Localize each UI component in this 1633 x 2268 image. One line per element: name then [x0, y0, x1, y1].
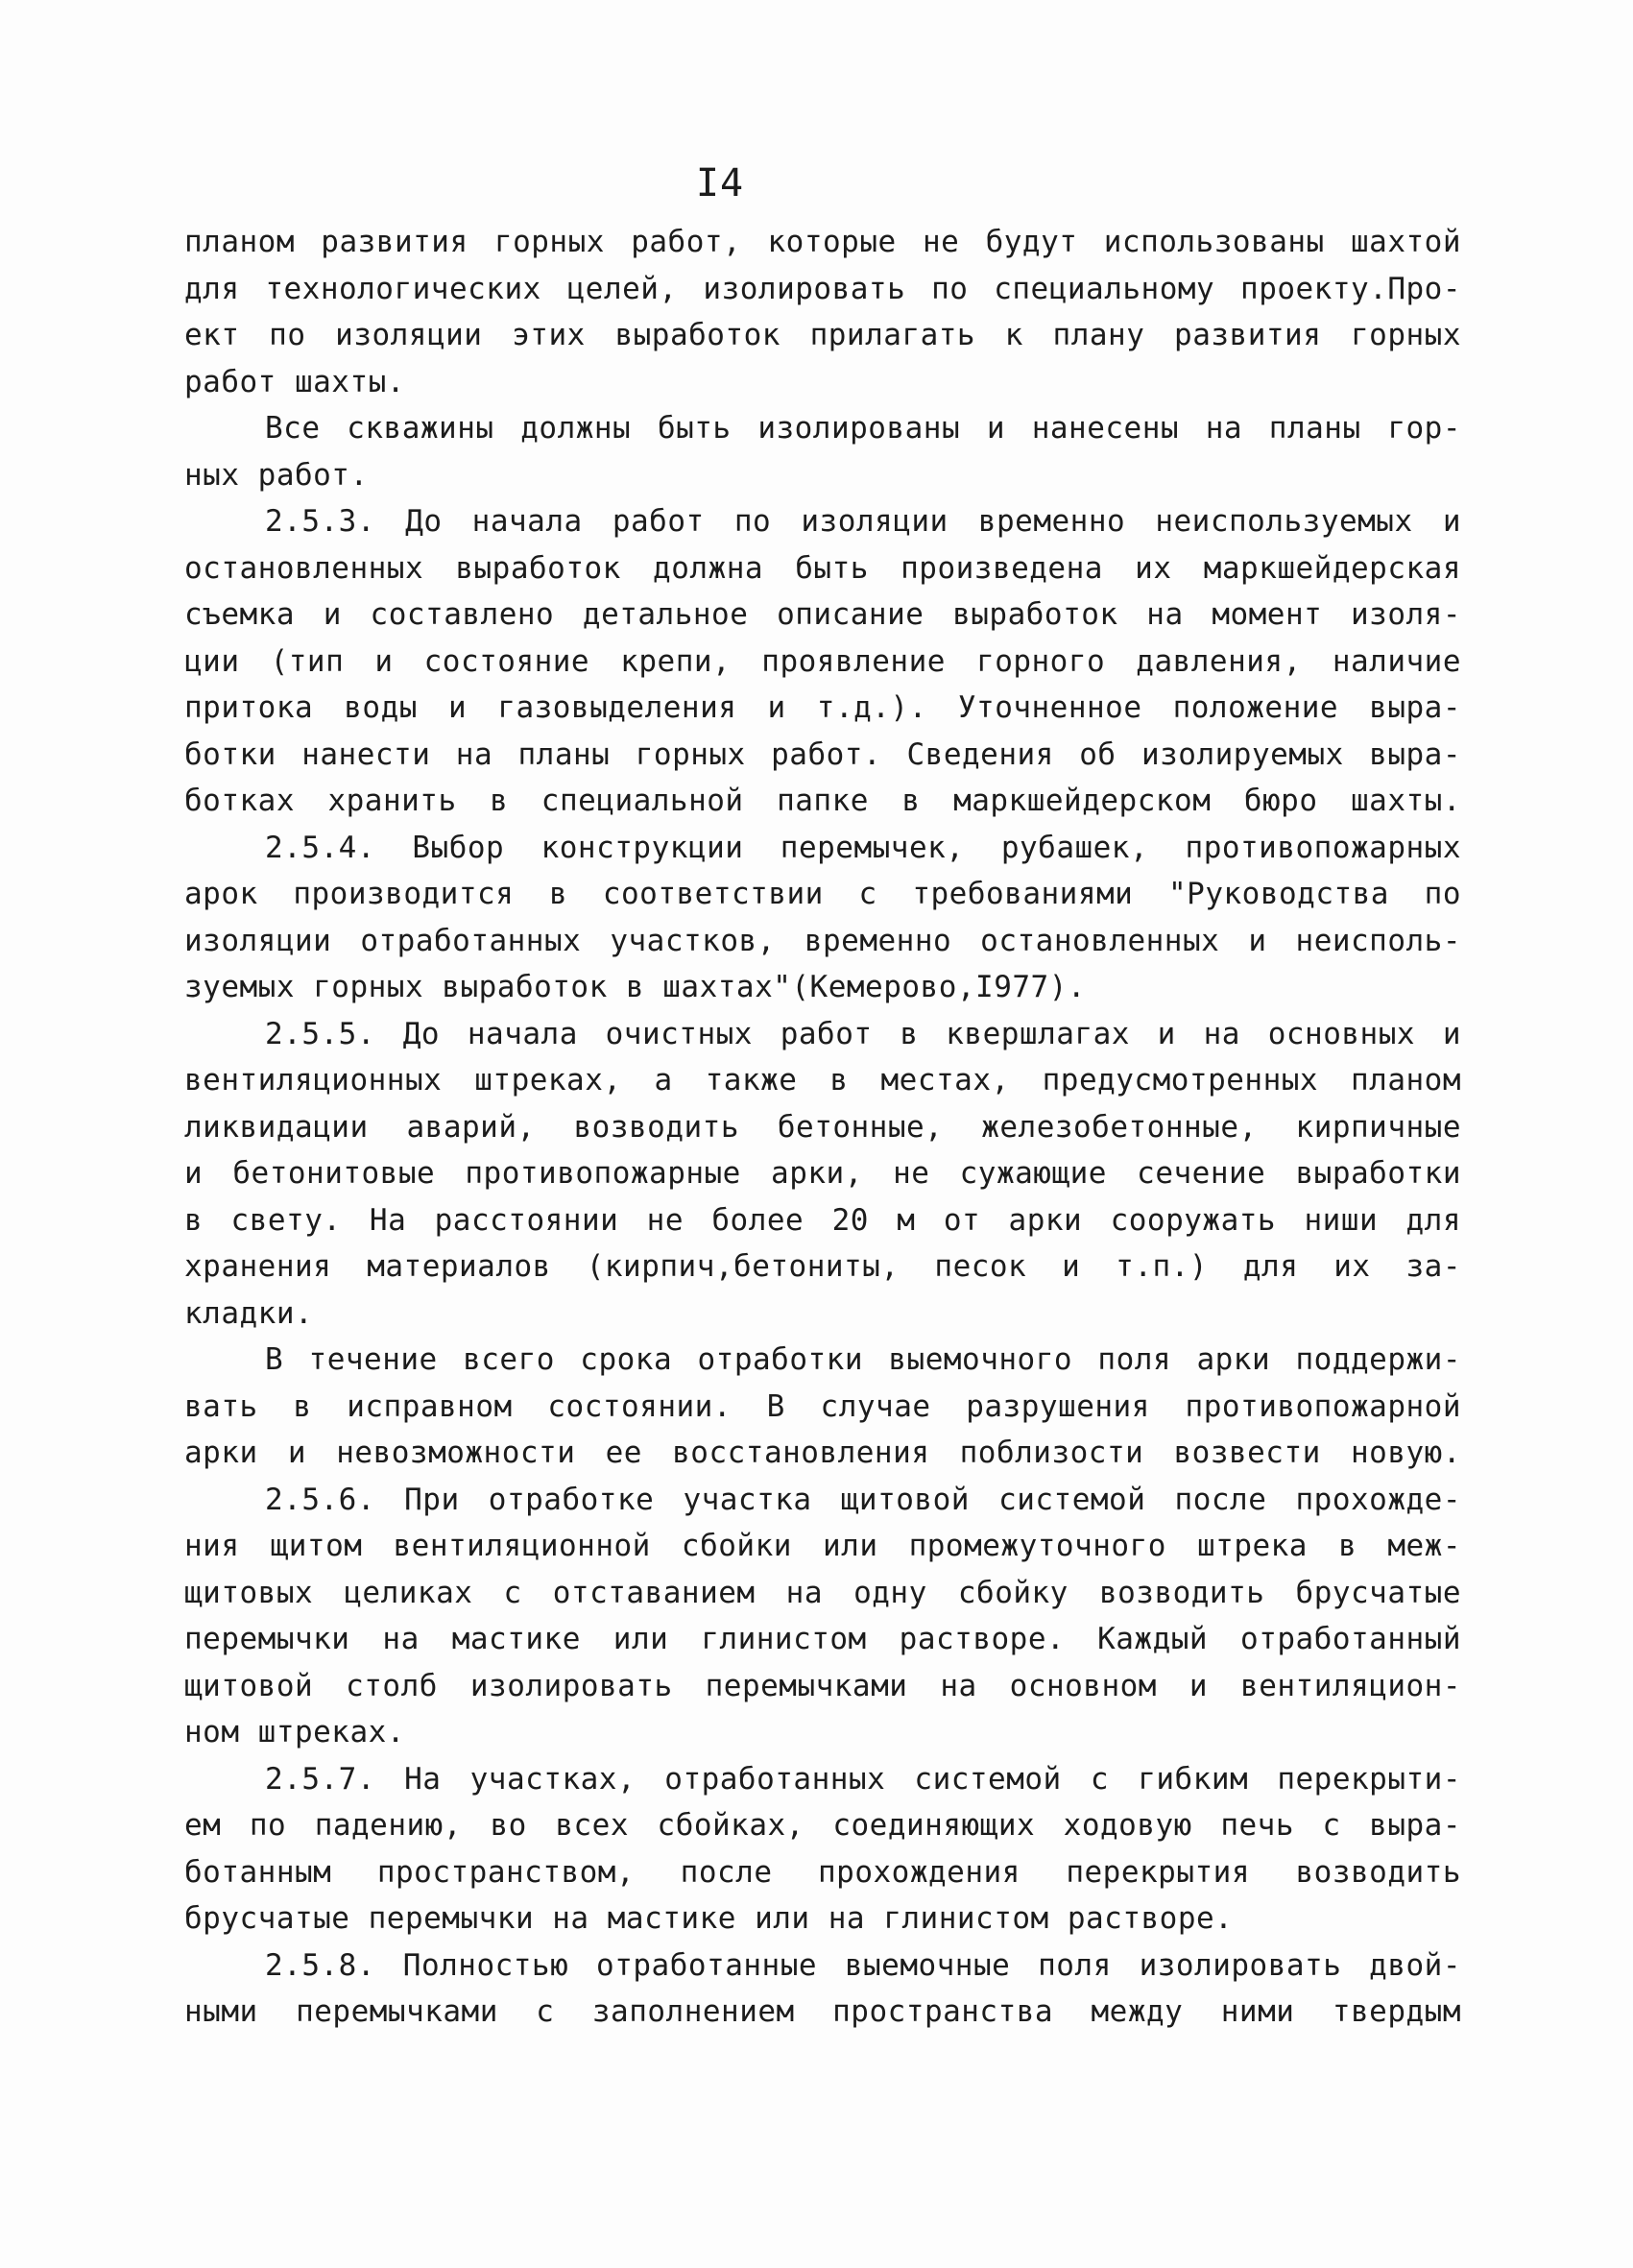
text-line: хранения материалов (кирпич,бетониты, песок и т.п.) для их за-	[184, 1249, 1461, 1284]
text-line: ект по изоляции этих выработок прилагать к плану развития горных	[184, 318, 1461, 352]
text-line: ем по падению, во всех сбойках, соединяющих ходовую печь с выра-	[184, 1808, 1461, 1843]
text-line: ботки нанести на планы горных работ. Сведения об изолируемых выра-	[184, 736, 1461, 772]
text-line: и бетонитовые противопожарные арки, не сужающие сечение выработки	[184, 1156, 1461, 1191]
text-line: арок производится в соответствии с требованиями "Руководства по	[184, 877, 1461, 911]
text-line: в свету. На расстоянии не более 20 м от арки сооружать ниши для	[184, 1202, 1461, 1238]
text-line: арки и невозможности ее восстановления поблизости возвести новую.	[184, 1436, 1461, 1470]
text-line: работ шахты.	[184, 364, 405, 399]
text-line: Все скважины должны быть изолированы и нанесены на планы гор-	[265, 411, 1461, 446]
text-line: перемычки на мастике или глинистом растворе. Каждый отработанный	[184, 1622, 1461, 1656]
document-body	[184, 219, 1461, 2036]
text-line: вать в исправном состоянии. В случае разрушения противопожарной	[184, 1388, 1461, 1424]
text-line: 2.5.3. До начала работ по изоляции временно неиспользуемых и	[265, 504, 1461, 539]
text-line: 2.5.6. При отработке участка щитовой системой после прохожде-	[265, 1482, 1461, 1517]
text-line: 2.5.4. Выбор конструкции перемычек, рубашек, противопожарных	[265, 830, 1461, 865]
text-line: съемка и составлено детальное описание выработок на момент изоля-	[184, 597, 1461, 632]
text-line: для технологических целей, изолировать по специальному проекту.Про-	[184, 271, 1461, 306]
text-line: вентиляционных штреках, а также в местах, предусмотренных планом	[184, 1063, 1461, 1098]
text-line: ными перемычками с заполнением пространства между ними твердым	[184, 1994, 1461, 2029]
text-line: ботанным пространством, после прохождения перекрытия возводить	[184, 1854, 1461, 1890]
text-line: 2.5.8. Полностью отработанные выемочные поля изолировать двой-	[265, 1947, 1461, 1983]
text-line: ния щитом вентиляционной сбойки или промежуточного штрека в меж-	[184, 1529, 1461, 1563]
text-line: планом развития горных работ, которые не будут использованы шахтой	[184, 225, 1461, 259]
text-line: изоляции отработанных участков, временно остановленных и неисполь-	[184, 923, 1461, 958]
text-line: зуемых горных выработок в шахтах"(Кемерово,I977).	[184, 970, 1087, 1004]
text-line: остановленных выработок должна быть произведена их маркшейдерская	[184, 550, 1461, 586]
page-number: I4	[695, 161, 745, 205]
text-line: ликвидации аварий, возводить бетонные, железобетонные, кирпичные	[184, 1109, 1461, 1145]
text-line: ном штреках.	[184, 1715, 405, 1749]
text-line: 2.5.5. До начала очистных работ в квершлагах и на основных и	[265, 1016, 1461, 1051]
text-line: ции (тип и состояние крепи, проявление горного давления, наличие	[184, 643, 1461, 679]
text-line: ных работ.	[184, 457, 369, 493]
text-line: ботках хранить в специальной папке в маркшейдерском бюро шахты.	[184, 784, 1461, 818]
text-line: щитовой столб изолировать перемычками на основном и вентиляцион-	[184, 1668, 1461, 1703]
text-line: 2.5.7. На участках, отработанных системой с гибким перекрыти-	[265, 1761, 1461, 1797]
text-line: щитовых целиках с отставанием на одну сбойку возводить брусчатые	[184, 1575, 1461, 1610]
text-line: В течение всего срока отработки выемочного поля арки поддержи-	[265, 1342, 1461, 1377]
text-line: брусчатые перемычки на мастике или на глинистом растворе.	[184, 1901, 1234, 1936]
text-line: кладки.	[184, 1295, 314, 1331]
text-line: притока воды и газовыделения и т.д.). Уточненное положение выра-	[184, 690, 1461, 725]
